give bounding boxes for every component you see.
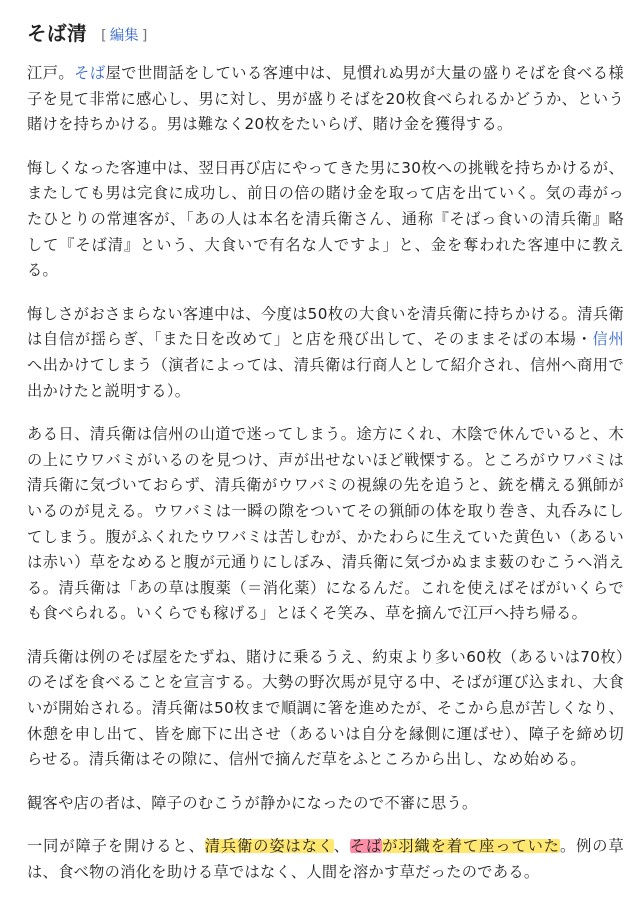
section-heading xyxy=(27,18,624,46)
paragraph-2: 悔しくなった客連中は、翌日再び店にやってきた男に30枚への挑戦を持ちかけるが、またしても男は完食に成功し、前日の倍の賭け金を取って店を出ていく。気の毒がったひとりの常連客が、「あの人は本名を清兵衛さん、通称『そばっ食いの清兵衛』略して『そば清』という、大食いで有名な人ですよ」と、金を奪われた客連中に教える。 xyxy=(27,158,624,280)
paragraph-3-text-b: へ出かけてしまう（演者によっては、清兵衛は行商人として紹介され、信州へ商用で出かけたと説明する）。 xyxy=(27,355,624,400)
section-title: そば清 xyxy=(27,22,88,45)
paragraph-7 xyxy=(27,834,624,885)
highlight-no-seibei: 清兵衛の姿はなく xyxy=(204,837,334,856)
edit-bracket-open: [ xyxy=(101,28,107,44)
paragraph-1 xyxy=(27,61,624,138)
soba-link[interactable]: そば xyxy=(74,64,106,82)
edit-bracket-close: ] xyxy=(141,28,148,44)
shinshu-link[interactable]: 信州 xyxy=(592,330,624,349)
paragraph-7-comma: 、 xyxy=(333,837,350,856)
highlight-soba: そば xyxy=(349,837,383,856)
paragraph-3-text-a: 悔しさがおさまらない客連中は、今度は50枚の大食いを清兵衛に持ちかける。清兵衛は自信が揺らぎ、「また日を改めて」と店を飛び出して、そのままそばの本場・ xyxy=(27,304,624,349)
edit-section-link[interactable]: 編集 xyxy=(109,28,139,44)
paragraph-7-text-a: 一同が障子を開けると、 xyxy=(27,837,205,856)
paragraph-1-text-a: 江戸。 xyxy=(27,64,75,82)
paragraph-6: 観客や店の者は、障子のむこうが静かになったので不審に思う。 xyxy=(27,793,478,812)
highlight-wearing-haori: が羽織を着て座っていた xyxy=(382,837,560,856)
paragraph-4: ある日、清兵衛は信州の山道で迷ってしまう。途方にくれ、木陰で休んでいると、木の上にウワバミがいるのを見つけ、声が出せないほど戦慄する。ところがウワバミは清兵衛に気づいておらず、清兵衛がウワバミの視線の先を追うと、銃を構える猟師がいるのが見える。ウワバミは一瞬の隙をついてその猟師の体を取り巻き、丸呑みにしてしまう。腹がふくれたウワバミは苦しむが、かたわらに生えていた黄色い（あるいは赤い）草をなめると腹が元通りにしぼみ、清兵衛に気づかぬまま薮のむこうへ消える。清兵衛は「あの草は腹薬（＝消化薬）になるんだ。これを使えばそばがいくらでも食べられる。いくらでも稼げる」とほくそ笑み、草を摘んで江戸へ持ち帰る。 xyxy=(27,425,624,623)
paragraph-3 xyxy=(27,302,624,404)
paragraph-5: 清兵衛は例のそば屋をたずね、賭けに乗るうえ、約束より多い60枚（あるいは70枚）のそばを食べることを宣言する。大勢の野次馬が見守る中、そばが運び込まれ、大食いが開始される。清兵衛は50枚まで順調に箸を進めたが、そこから息が苦しくなり、休憩を申し出て、皆を廊下に出させ（あるいは自分を縁側に運ばせ）、障子を締め切らせる。清兵衛はその隙に、信州で摘んだ草をふところから出し、なめ始める。 xyxy=(27,647,624,769)
paragraph-7-text-b: 。例の草は、食べ物の消化を助ける草ではなく、人間を溶かす草だったのである。 xyxy=(27,837,624,882)
edit-section-wrapper xyxy=(101,24,147,45)
paragraph-1-text-b: 屋で世間話をしている客連中は、見慣れぬ男が大量の盛りそばを食べる様子を見て非常に感心し、男に対し、男が盛りそばを20枚食べられるかどうか、という賭けを持ちかける。男は難なく20枚をたいらげ、賭け金を獲得する。 xyxy=(27,64,624,134)
